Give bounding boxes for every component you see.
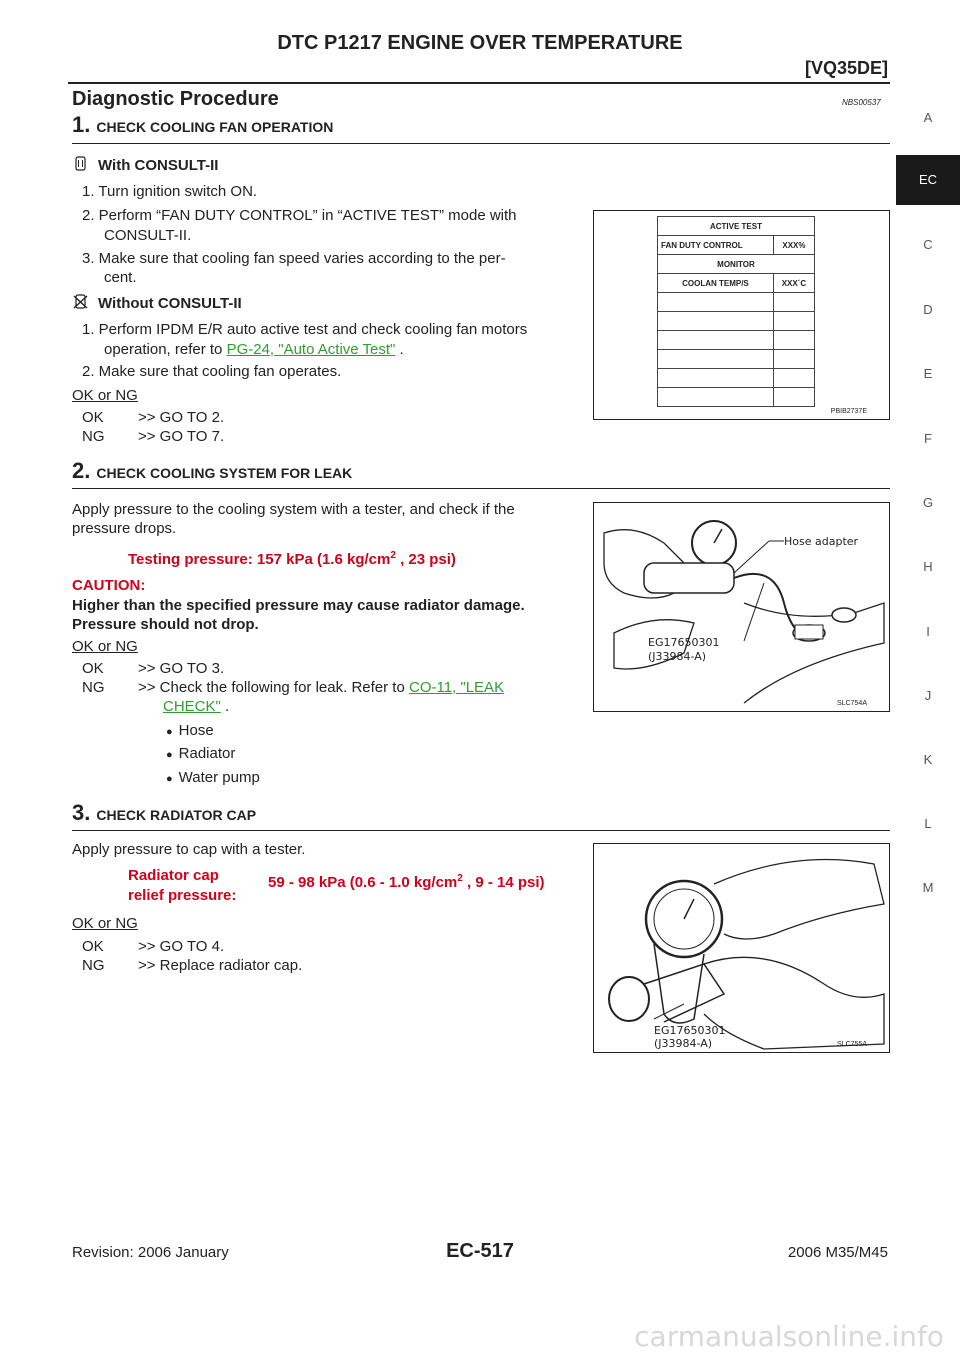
step-2-body: Apply pressure to the cooling system with a tester, and check if the <box>72 501 515 518</box>
sidebar-item-h[interactable]: H <box>923 559 933 574</box>
ok-or-ng-label: OK or NG <box>72 638 138 655</box>
ok-or-ng-label: OK or NG <box>72 915 138 932</box>
page-header-title: DTC P1217 ENGINE OVER TEMPERATURE <box>277 32 683 54</box>
step-3-title: 3. CHECK RADIATOR CAP <box>72 800 257 825</box>
header-divider <box>68 82 890 84</box>
fan-duty-label: FAN DUTY CONTROL <box>658 236 774 255</box>
step-1-title: 1. CHECK COOLING FAN OPERATION <box>72 112 334 137</box>
ng-result: NG >> Replace radiator cap. <box>82 957 303 974</box>
sidebar-item-k[interactable]: K <box>923 752 933 767</box>
watermark: carmanualsonline.info <box>634 1320 944 1353</box>
with-consult-heading: With CONSULT-II <box>72 156 218 176</box>
relief-pressure-label: Radiator cap <box>128 867 219 884</box>
tester-part-label: EG17650301 <box>648 636 720 649</box>
bullet-item: ● Radiator <box>166 745 236 762</box>
step-divider <box>72 488 890 489</box>
cooling-system-tester-figure <box>593 502 890 712</box>
radiator-cap-tester-figure <box>593 843 890 1053</box>
sidebar-item-i[interactable]: I <box>926 624 930 639</box>
hose-adapter-label: Hose adapter <box>784 535 859 548</box>
sidebar-item-c[interactable]: C <box>923 237 933 252</box>
ng-result-cont: CHECK" . <box>163 698 230 715</box>
step-1-item: 1. Turn ignition switch ON. <box>82 183 258 200</box>
without-consult-heading: Without CONSULT-II <box>72 294 242 314</box>
caution-text: Pressure should not drop. <box>72 616 259 633</box>
fan-duty-value: XXX% <box>773 236 814 255</box>
bullet-item: ● Water pump <box>166 769 260 786</box>
cap-tester-part-label: (J33984-A) <box>654 1037 713 1050</box>
ok-result: OK >> GO TO 4. <box>82 938 225 955</box>
sidebar-item-a[interactable]: A <box>923 110 933 125</box>
sidebar-item-g[interactable]: G <box>922 495 934 510</box>
sidebar-item-d[interactable]: D <box>923 302 933 317</box>
vehicle-model: 2006 M35/M45 <box>787 1244 888 1261</box>
sidebar-item-f[interactable]: F <box>924 431 932 446</box>
section-title: Diagnostic Procedure <box>72 88 279 110</box>
caution-text: Higher than the specified pressure may cause radiator damage. <box>72 597 525 614</box>
relief-pressure-label: relief pressure: <box>128 887 237 904</box>
step-2-body: pressure drops. <box>72 520 177 537</box>
no-consult-icon <box>72 294 90 310</box>
sidebar-item-ec[interactable]: EC <box>896 155 960 205</box>
testing-pressure-spec: Testing pressure: 157 kPa (1.6 $kg/cm^2$ , 23 psi) <box>128 550 456 568</box>
step-divider <box>72 830 890 831</box>
sidebar-item-j[interactable]: J <box>924 688 932 703</box>
pg-24-link[interactable]: PG-24, "Auto Active Test" <box>226 341 396 358</box>
figure-code: SLC754A <box>837 700 867 707</box>
section-code: NBS00537 <box>842 98 881 107</box>
engine-model: [VQ35DE] <box>804 58 888 78</box>
step-1-item: 3. Make sure that cooling fan speed varies according to the per- <box>82 250 506 267</box>
sidebar-item-e[interactable]: E <box>923 366 933 381</box>
active-test-screen <box>657 216 815 407</box>
step-divider <box>72 143 890 144</box>
cap-tester-illustration <box>594 844 889 1052</box>
ok-or-ng-label: OK or NG <box>72 387 138 404</box>
sidebar-item-l[interactable]: L <box>924 816 932 831</box>
revision-date: Revision: 2006 January <box>72 1244 229 1261</box>
active-test-header: ACTIVE TEST <box>658 217 815 236</box>
caution-label: CAUTION: <box>72 577 146 594</box>
ng-result: NG >> Check the following for leak. Refer to CO-11, "LEAK <box>82 679 505 696</box>
consult-tool-icon <box>72 156 90 172</box>
bullet-icon: ● <box>166 749 173 761</box>
coolant-temp-label: COOLAN TEMP/S <box>658 274 774 293</box>
sidebar-item-m[interactable]: M <box>922 880 934 895</box>
page-number: EC-517 <box>446 1240 514 1262</box>
bullet-icon: ● <box>166 773 173 785</box>
figure-code: PBIB2737E <box>830 408 867 415</box>
cap-tester-part-label: EG17650301 <box>654 1024 726 1037</box>
step-1-item: cent. <box>104 269 137 286</box>
tester-part-label: (J33984-A) <box>648 650 707 663</box>
ok-result: OK >> GO TO 3. <box>82 660 225 677</box>
co-11-link-cont[interactable]: CHECK" <box>163 698 221 715</box>
bullet-item: ● Hose <box>166 722 214 739</box>
step-1-item: 2. Make sure that cooling fan operates. <box>82 363 342 380</box>
step-1-item: CONSULT-II. <box>104 227 192 244</box>
co-11-link[interactable]: CO-11, "LEAK <box>408 679 505 696</box>
step-1-item: operation, refer to PG-24, "Auto Active Test" . <box>104 341 404 358</box>
relief-pressure-spec: 59 - 98 kPa (0.6 - 1.0 $kg/cm^2$ , 9 - 14 psi) <box>268 873 545 891</box>
ok-result: OK >> GO TO 2. <box>82 409 225 426</box>
coolant-temp-value: XXX´C <box>773 274 814 293</box>
monitor-header: MONITOR <box>658 255 815 274</box>
step-2-title: 2. CHECK COOLING SYSTEM FOR LEAK <box>72 458 353 483</box>
figure-code: SLC755A <box>837 1041 867 1048</box>
step-3-body: Apply pressure to cap with a tester. <box>72 841 306 858</box>
ng-result: NG >> GO TO 7. <box>82 428 225 445</box>
active-test-figure <box>593 210 890 420</box>
bullet-icon: ● <box>166 726 173 738</box>
step-1-item: 1. Perform IPDM E/R auto active test and check cooling fan motors <box>82 321 528 338</box>
step-1-item: 2. Perform “FAN DUTY CONTROL” in “ACTIVE TEST” mode with <box>82 207 517 224</box>
